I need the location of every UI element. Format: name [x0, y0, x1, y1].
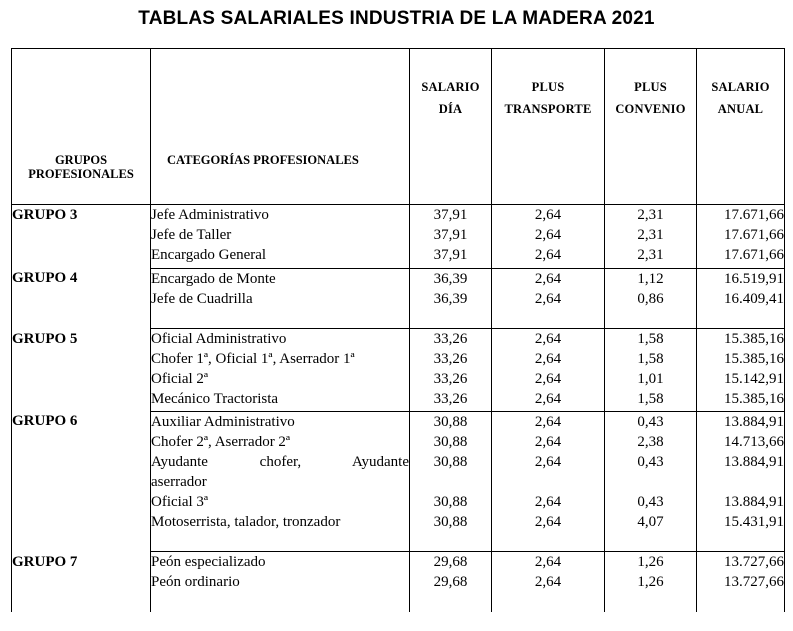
- plus-convenio-cell: 1,58: [605, 389, 697, 411]
- table-row: [12, 329, 785, 350]
- plus-transporte-cell: 2,64: [492, 268, 605, 289]
- plus-convenio-cell: 1,12: [605, 268, 697, 289]
- header-grupos-line2: PROFESIONALES: [28, 167, 134, 181]
- plus-convenio-cell: 1,26: [605, 552, 697, 573]
- plus-convenio-cell: 0,43: [605, 452, 697, 492]
- header-plus-convenio-line2: CONVENIO: [615, 102, 686, 116]
- plus-transporte-cell: 2,64: [492, 411, 605, 432]
- salario-dia-cell: 37,91: [410, 205, 492, 226]
- page-title: TABLAS SALARIALES INDUSTRIA DE LA MADERA 2021: [138, 8, 655, 29]
- plus-transporte-cell: 2,64: [492, 349, 605, 369]
- salario-anual-cell: 15.385,16: [697, 349, 785, 369]
- header-plus-transporte-line2: TRANSPORTE: [504, 102, 592, 116]
- salario-dia-cell: 30,88: [410, 432, 492, 452]
- salario-dia-cell: 33,26: [410, 329, 492, 350]
- salary-table: [11, 48, 785, 612]
- group-name: GRUPO 5: [12, 329, 151, 412]
- salario-anual-cell: 15.385,16: [697, 389, 785, 411]
- category-cell: Chofer 2ª, Aserrador 2ª: [151, 432, 410, 452]
- plus-transporte-cell: 2,64: [492, 572, 605, 612]
- salario-dia-cell: 29,68: [410, 572, 492, 612]
- salario-dia-cell: 30,88: [410, 512, 492, 552]
- table-row: [12, 552, 785, 573]
- plus-convenio-cell: 0,43: [605, 492, 697, 512]
- category-line2: aserrador: [151, 473, 207, 490]
- header-plus-transporte-line1: PLUS: [531, 80, 565, 94]
- salario-dia-cell: 29,68: [410, 552, 492, 573]
- group-name: GRUPO 6: [12, 411, 151, 552]
- group-name: GRUPO 3: [12, 205, 151, 269]
- header-salario-anual-line1: SALARIO: [711, 80, 770, 94]
- salario-anual-cell: 17.671,66: [697, 225, 785, 245]
- header-plus-transporte: [492, 49, 605, 205]
- salario-dia-cell: 33,26: [410, 349, 492, 369]
- plus-transporte-cell: 2,64: [492, 289, 605, 329]
- salario-dia-cell: 33,26: [410, 389, 492, 411]
- header-grupos: [12, 49, 151, 205]
- category-cell: Oficial Administrativo: [151, 329, 410, 350]
- salario-anual-cell: 13.884,91: [697, 452, 785, 492]
- plus-transporte-cell: 2,64: [492, 552, 605, 573]
- category-cell: [151, 452, 410, 492]
- salario-dia-cell: 36,39: [410, 289, 492, 329]
- plus-transporte-cell: 2,64: [492, 245, 605, 268]
- category-cell: Peón especializado: [151, 552, 410, 573]
- category-cell: Auxiliar Administrativo: [151, 411, 410, 432]
- salario-anual-cell: 14.713,66: [697, 432, 785, 452]
- header-salario-anual-line2: ANUAL: [717, 102, 764, 116]
- plus-transporte-cell: 2,64: [492, 432, 605, 452]
- plus-convenio-cell: 1,26: [605, 572, 697, 612]
- plus-convenio-cell: 0,43: [605, 411, 697, 432]
- header-salario-dia-line2: DÍA: [438, 102, 463, 116]
- salario-dia-cell: 36,39: [410, 268, 492, 289]
- salario-anual-cell: 17.671,66: [697, 245, 785, 268]
- category-cell: Motoserrista, talador, tronzador: [151, 512, 410, 552]
- salario-anual-cell: 13.727,66: [697, 552, 785, 573]
- table-row: [12, 268, 785, 289]
- header-categorias: CATEGORÍAS PROFESIONALES: [151, 49, 410, 205]
- salario-anual-cell: 13.884,91: [697, 411, 785, 432]
- plus-convenio-cell: 2,31: [605, 225, 697, 245]
- plus-transporte-cell: 2,64: [492, 369, 605, 389]
- category-cell: Peón ordinario: [151, 572, 410, 612]
- salario-dia-cell: 30,88: [410, 411, 492, 432]
- salario-anual-cell: 13.727,66: [697, 572, 785, 612]
- plus-convenio-cell: 2,31: [605, 245, 697, 268]
- plus-convenio-cell: 1,01: [605, 369, 697, 389]
- category-cell: Mecánico Tractorista: [151, 389, 410, 411]
- category-line1: Ayudante chofer, Ayudante: [151, 453, 409, 470]
- plus-convenio-cell: 0,86: [605, 289, 697, 329]
- salario-anual-cell: 15.385,16: [697, 329, 785, 350]
- category-cell: Chofer 1ª, Oficial 1ª, Aserrador 1ª: [151, 349, 410, 369]
- category-cell: Encargado General: [151, 245, 410, 268]
- salario-anual-cell: 15.431,91: [697, 512, 785, 552]
- header-grupos-line1: GRUPOS: [54, 153, 108, 167]
- category-cell: Encargado de Monte: [151, 268, 410, 289]
- salario-anual-cell: 16.519,91: [697, 268, 785, 289]
- header-row: [12, 49, 785, 205]
- salario-anual-cell: 17.671,66: [697, 205, 785, 226]
- plus-convenio-cell: 2,31: [605, 205, 697, 226]
- salario-anual-cell: 13.884,91: [697, 492, 785, 512]
- salario-dia-cell: 30,88: [410, 452, 492, 492]
- group-name: GRUPO 4: [12, 268, 151, 329]
- header-plus-convenio: [605, 49, 697, 205]
- group-name: GRUPO 7: [12, 552, 151, 613]
- plus-transporte-cell: 2,64: [492, 492, 605, 512]
- plus-transporte-cell: 2,64: [492, 225, 605, 245]
- table-row: [12, 205, 785, 226]
- plus-convenio-cell: 1,58: [605, 329, 697, 350]
- plus-transporte-cell: 2,64: [492, 512, 605, 552]
- salario-dia-cell: 30,88: [410, 492, 492, 512]
- plus-transporte-cell: 2,64: [492, 205, 605, 226]
- category-cell: Jefe Administrativo: [151, 205, 410, 226]
- header-salario-anual: [697, 49, 785, 205]
- plus-transporte-cell: 2,64: [492, 389, 605, 411]
- salario-anual-cell: 15.142,91: [697, 369, 785, 389]
- header-salario-dia: [410, 49, 492, 205]
- header-salario-dia-line1: SALARIO: [421, 80, 480, 94]
- category-cell: Jefe de Cuadrilla: [151, 289, 410, 329]
- plus-convenio-cell: 2,38: [605, 432, 697, 452]
- table-row: [12, 411, 785, 432]
- header-plus-convenio-line1: PLUS: [634, 80, 667, 94]
- plus-transporte-cell: 2,64: [492, 329, 605, 350]
- category-cell: Oficial 2ª: [151, 369, 410, 389]
- category-cell: Oficial 3ª: [151, 492, 410, 512]
- plus-transporte-cell: 2,64: [492, 452, 605, 492]
- salario-dia-cell: 37,91: [410, 225, 492, 245]
- salario-anual-cell: 16.409,41: [697, 289, 785, 329]
- category-cell: Jefe de Taller: [151, 225, 410, 245]
- salario-dia-cell: 37,91: [410, 245, 492, 268]
- plus-convenio-cell: 4,07: [605, 512, 697, 552]
- salario-dia-cell: 33,26: [410, 369, 492, 389]
- plus-convenio-cell: 1,58: [605, 349, 697, 369]
